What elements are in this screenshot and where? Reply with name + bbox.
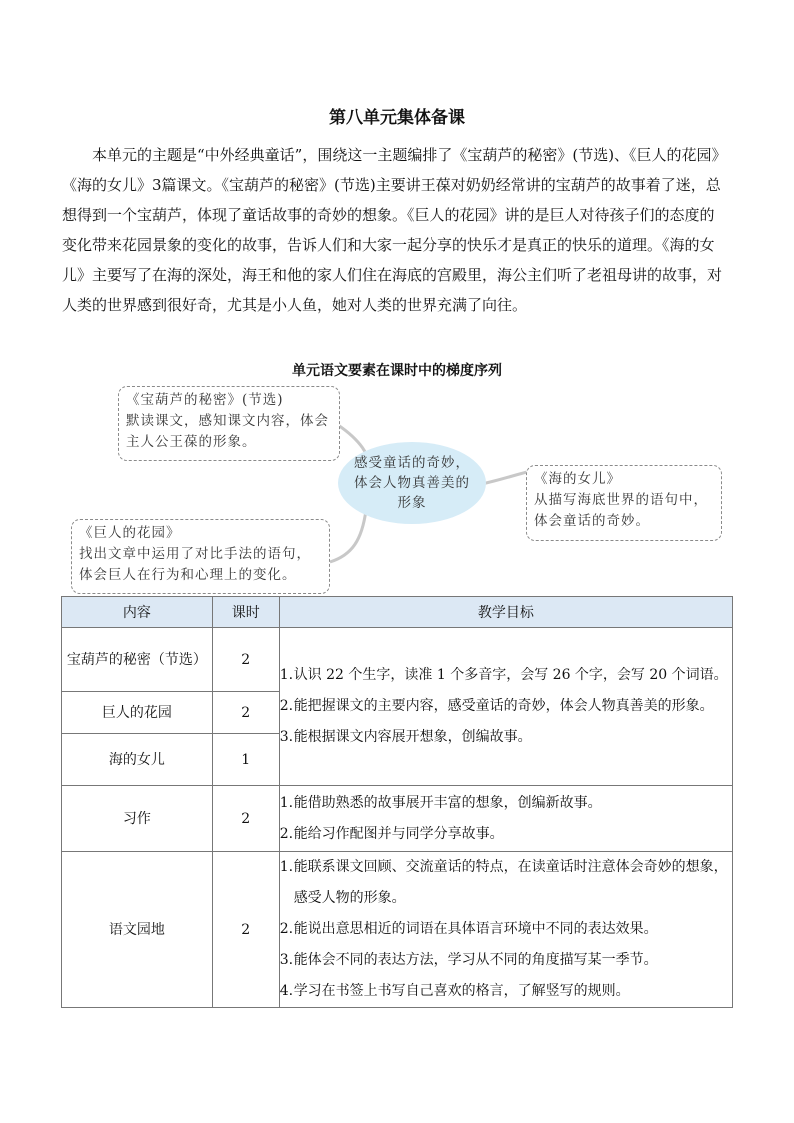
mind-map	[0, 380, 794, 595]
header-goals: 教学目标	[279, 597, 732, 628]
hours-cell: 2	[212, 628, 279, 692]
node-title: 《海的女儿》	[534, 471, 621, 487]
diagram-title: 单元语文要素在课时中的梯度序列	[292, 363, 502, 379]
goal-item: 3. 能根据课文内容展开想象，创编故事。	[279, 729, 532, 745]
content-cell: 语文园地	[62, 852, 213, 1008]
goal-item: 1. 认识 22 个生字，读准 1 个多音字，会写 26 个字，会写 20 个词语。	[279, 667, 728, 683]
center-topic-text: 感受童话的奇妙，体会人物真善美的形象	[354, 455, 470, 511]
goals-cell	[279, 852, 732, 1008]
table-header-row	[62, 597, 733, 628]
teaching-goals-table	[61, 596, 733, 1008]
hours-cell: 1	[212, 734, 279, 786]
table-row	[62, 852, 733, 1008]
header-hours: 课时	[212, 597, 279, 628]
node-juren	[71, 519, 330, 594]
content-cell: 海的女儿	[62, 734, 213, 786]
goals-cell	[279, 628, 732, 786]
node-title: 《宝葫芦的秘密》(节选)	[126, 392, 284, 408]
goals-cell	[279, 786, 732, 852]
goal-item: 2. 能给习作配图并与同学分享故事。	[279, 825, 504, 842]
node-baohulu	[118, 386, 340, 461]
intro-paragraph: 本单元的主题是“中外经典童话”，围绕这一主题编排了《宝葫芦的秘密》(节选)、《巨人的花园》《海的女儿》3篇课文。《宝葫芦的秘密》(节选)主要讲王葆对奶奶经常讲的宝葫芦的故事着了迷，总想得到一个宝葫芦，体现了童话故事的奇妙的想象。《巨人的花园》讲的是巨人对待孩子们的态度的变化带来花园景象的变化的故事，告诉人们和大家一起分享的快乐才是真正的快乐的道理。《海的女儿》主要写了在海的深处，海王和他的家人们住在海底的宫殿里，海公主们听了老祖母讲的故事，对人类的世界感到很好奇，尤其是小人鱼，她对人类的世界充满了向往。	[62, 146, 723, 314]
node-haidenuer	[526, 465, 722, 541]
page-title: 第八单元集体备课	[329, 108, 465, 128]
header-content: 内容	[62, 597, 213, 628]
goal-item: 2. 能说出意思相近的词语在具体语言环境中不同的表达效果。	[279, 921, 658, 937]
table-row	[62, 628, 733, 692]
goal-item: 2. 能把握课文的主要内容，感受童话的奇妙，体会人物真善美的形象。	[279, 698, 714, 714]
hours-cell: 2	[212, 692, 279, 734]
hours-cell: 2	[212, 786, 279, 852]
center-topic	[338, 442, 486, 524]
goal-item: 1. 能联系课文回顾、交流童话的特点，在读童话时注意体会奇妙的想象，感受人物的形象。	[279, 859, 728, 906]
content-cell: 巨人的花园	[62, 692, 213, 734]
hours-cell: 2	[212, 852, 279, 1008]
goal-item: 4. 学习在书签上书写自己喜欢的格言，了解竖写的规则。	[279, 983, 630, 999]
connector-right	[482, 472, 527, 484]
content-cell: 宝葫芦的秘密（节选）	[62, 628, 213, 692]
table-row	[62, 786, 733, 852]
node-title: 《巨人的花园》	[79, 525, 181, 541]
goal-item: 1. 能借助熟悉的故事展开丰富的想象，创编新故事。	[279, 794, 602, 811]
connector-bottom-left	[330, 510, 366, 562]
goal-item: 3. 能体会不同的表达方法，学习从不同的角度描写某一季节。	[279, 952, 658, 968]
node-text: 找出文章中运用了对比手法的语句，体会巨人在行为和心理上的变化。	[79, 546, 311, 583]
node-text: 默读课文，感知课文内容，体会主人公王葆的形象。	[126, 413, 329, 450]
content-cell: 习作	[62, 786, 213, 852]
node-text: 从描写海底世界的语句中，体会童话的奇妙。	[534, 492, 708, 529]
